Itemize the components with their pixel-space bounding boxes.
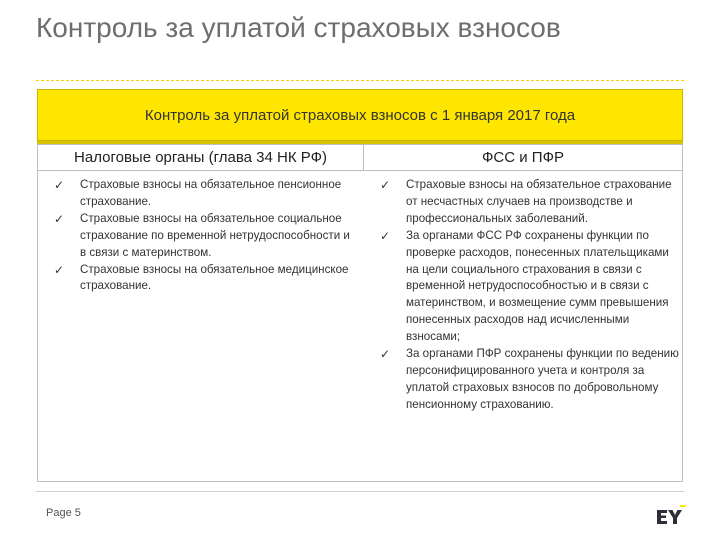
check-icon: ✓ <box>54 178 65 192</box>
left-list-item <box>54 177 354 211</box>
title-divider <box>36 80 684 81</box>
banner-text: Контроль за уплатой страховых взносов с 1 января 2017 года <box>144 106 576 124</box>
left-list-item-text: Страховые взносы на обязательное медицинское страхование. <box>80 262 349 293</box>
page-title: Контроль за уплатой страховых взносов <box>36 12 561 43</box>
right-column-list <box>380 177 680 414</box>
left-column-header: Налоговые органы (глава 34 НК РФ) <box>38 145 364 171</box>
right-column-header: ФСС и ПФР <box>364 145 682 171</box>
check-icon: ✓ <box>380 178 391 192</box>
right-list-item-text: За органами ФСС РФ сохранены функции по проверке расходов, понесенных плательщиками на цели социального страхования в связи с временной нетрудоспособностью и в связи с материнством, и возмещение сумм превышения понесенных расходов над исчисленными взносами; <box>406 228 669 344</box>
left-list-item <box>54 211 354 262</box>
section-banner <box>37 89 683 141</box>
left-list-item-text: Страховые взносы на обязательное пенсионное страхование. <box>80 178 342 208</box>
right-list-item <box>380 177 680 228</box>
right-list-item <box>380 228 680 346</box>
left-column-list <box>54 177 354 295</box>
left-list-item-text: Страховые взносы на обязательное социальное страхование по временной нетрудоспособности и в связи с материнством. <box>80 211 350 259</box>
comparison-table <box>37 144 683 482</box>
check-icon: ✓ <box>380 228 391 243</box>
footer-divider <box>36 491 684 492</box>
page-number: Page 5 <box>46 507 81 519</box>
check-icon: ✓ <box>380 347 391 362</box>
left-list-item <box>54 262 354 296</box>
right-list-item-text: Страховые взносы на обязательное страхование от несчастных случаев на производстве и профессиональных заболеваний. <box>406 178 672 225</box>
ey-logo <box>656 505 686 525</box>
check-icon: ✓ <box>54 262 65 277</box>
right-list-item-text: За органами ПФР сохранены функции по ведению персонифицированного учета и контроля за уплатой страховых взносов по добровольному пенсионному страхованию. <box>406 347 679 411</box>
right-list-item <box>380 346 680 414</box>
check-icon: ✓ <box>54 211 65 226</box>
